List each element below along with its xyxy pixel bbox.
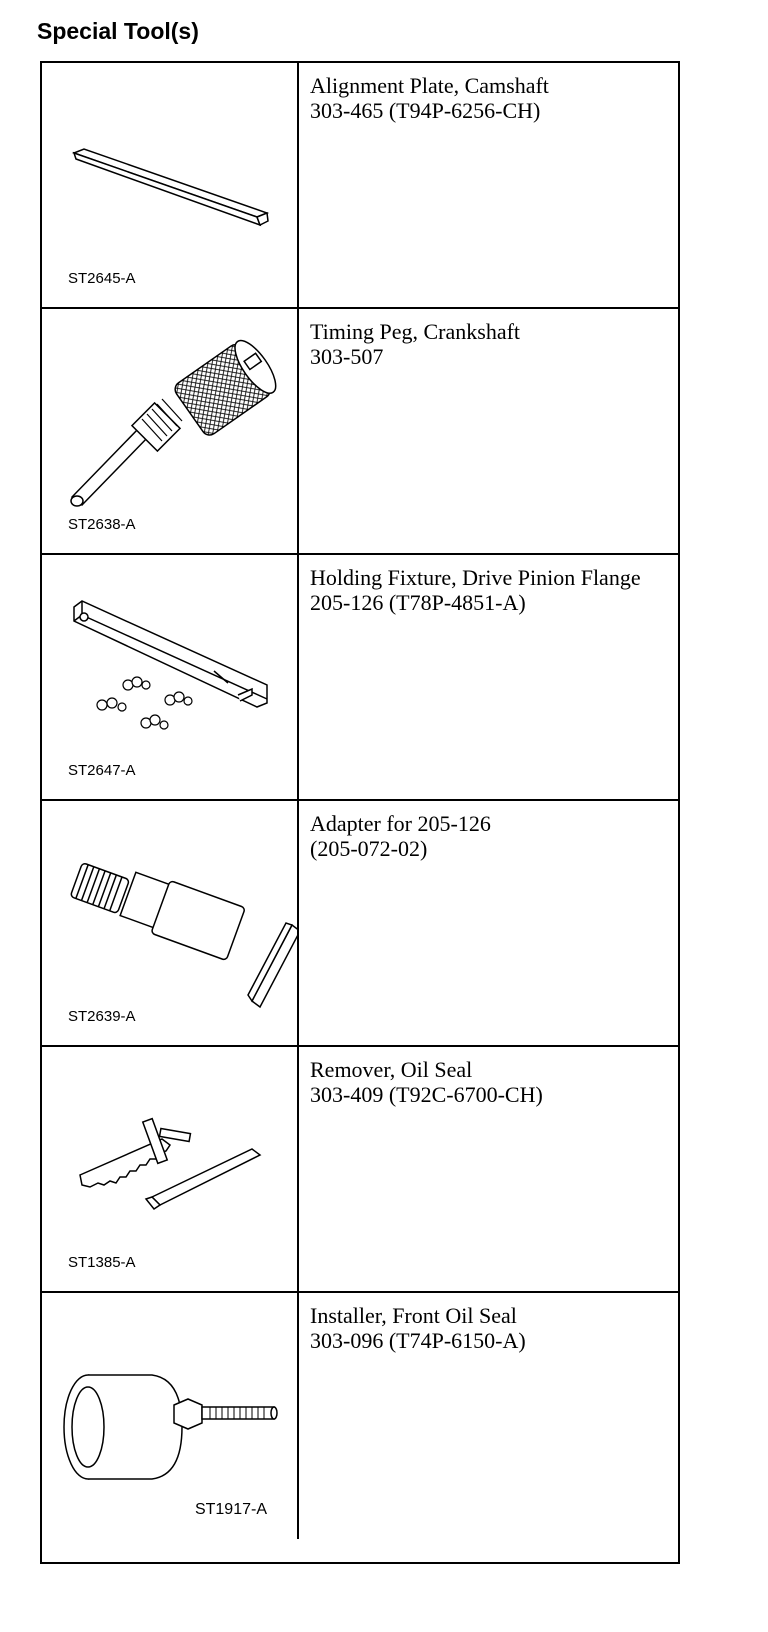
- tool-number: 205-126 (T78P-4851-A): [310, 590, 526, 615]
- tool-image-cell: [42, 801, 299, 1045]
- page-title: Special Tool(s): [37, 18, 199, 44]
- tool-description: [310, 1057, 670, 1107]
- tool-image-cell: [42, 555, 299, 799]
- tool-image-cell: [42, 309, 299, 553]
- tool-image-cell: [42, 1047, 299, 1291]
- tool-name: Timing Peg, Crankshaft: [310, 319, 521, 344]
- tool-name: Remover, Oil Seal: [310, 1057, 473, 1082]
- tool-description: [310, 811, 670, 861]
- table-row: [42, 309, 678, 555]
- tool-code: ST2638-A: [68, 516, 136, 533]
- tool-image-cell: [42, 1293, 299, 1539]
- tool-description: [310, 319, 670, 369]
- tool-number: (205-072-02): [310, 836, 428, 861]
- tool-number: 303-409 (T92C-6700-CH): [310, 1082, 543, 1107]
- tool-image-cell: [42, 63, 299, 307]
- tool-description: [310, 565, 670, 615]
- table-row: [42, 801, 678, 1047]
- table-row: [42, 1293, 678, 1539]
- tool-number: 303-507: [310, 344, 384, 369]
- tool-name: Adapter for 205-126: [310, 811, 491, 836]
- table-row: [42, 1047, 678, 1293]
- table-row: [42, 555, 678, 801]
- table-row: [42, 63, 678, 309]
- tool-number: 303-465 (T94P-6256-CH): [310, 98, 541, 123]
- tool-code: ST1917-A: [194, 1501, 267, 1518]
- tool-code: ST2645-A: [68, 270, 136, 287]
- tool-description: [310, 73, 670, 123]
- tool-code: ST2639-A: [68, 1008, 136, 1025]
- tool-number: 303-096 (T74P-6150-A): [310, 1328, 526, 1353]
- tool-description: [310, 1303, 670, 1353]
- tool-name: Alignment Plate, Camshaft: [310, 73, 549, 98]
- tool-name: Installer, Front Oil Seal: [310, 1303, 517, 1328]
- special-tools-table: [40, 61, 680, 1564]
- tool-code: ST2647-A: [68, 762, 136, 779]
- tool-code: ST1385-A: [68, 1254, 136, 1271]
- tool-name: Holding Fixture, Drive Pinion Flange: [310, 565, 641, 590]
